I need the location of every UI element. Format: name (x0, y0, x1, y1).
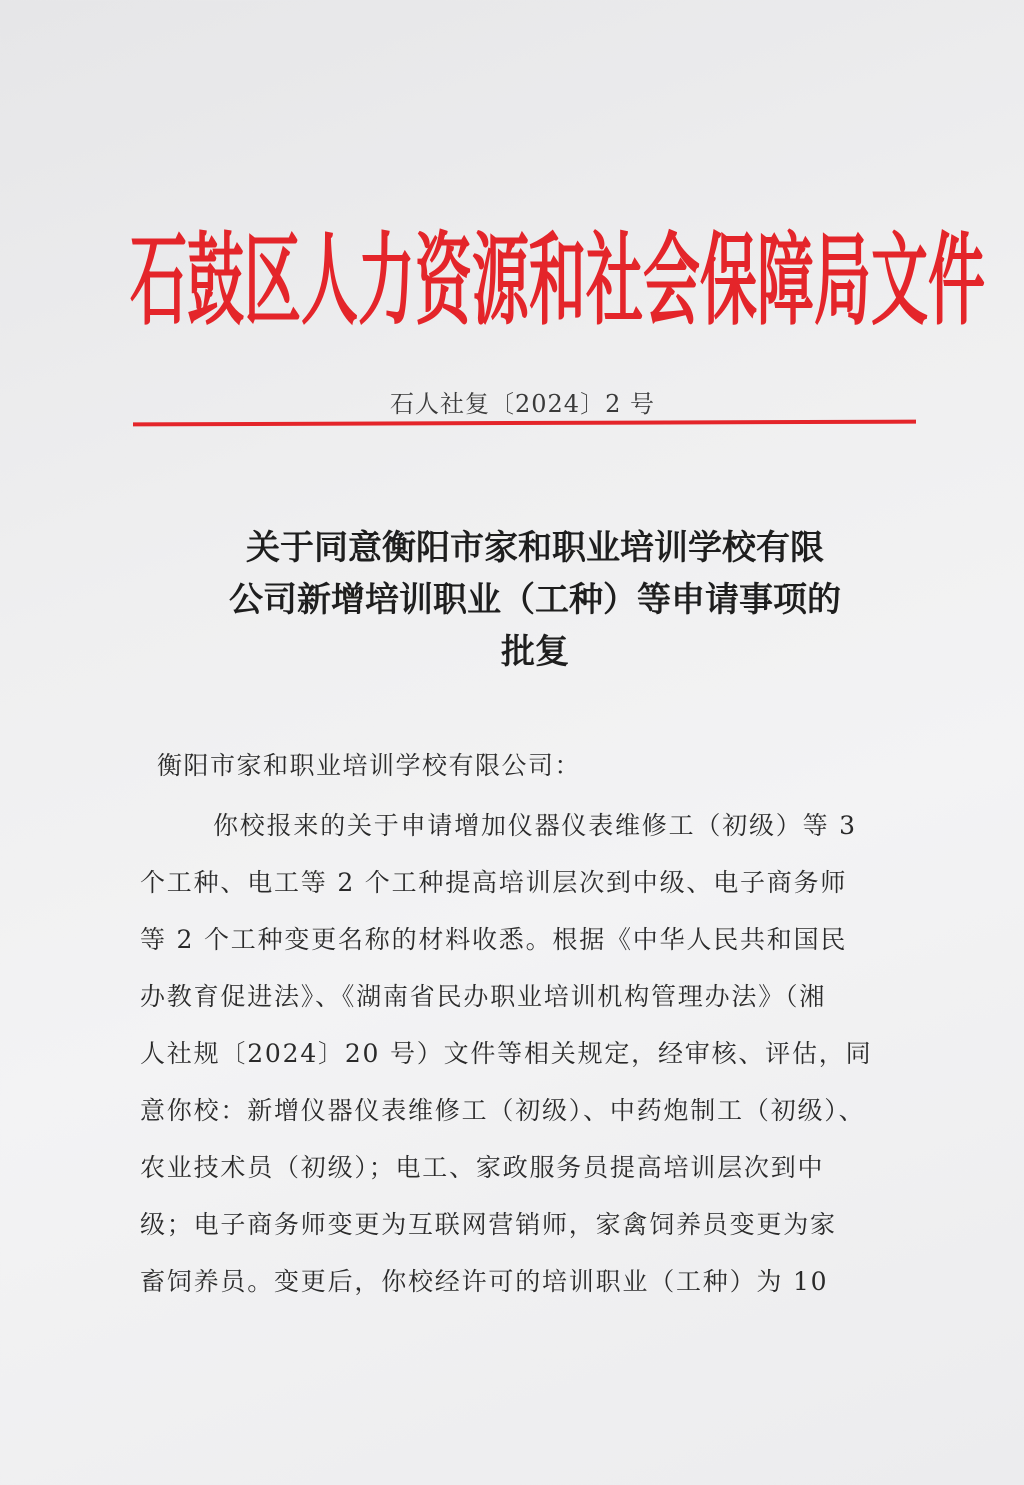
red-divider-rule (133, 420, 916, 427)
body-line: 人社规〔2024〕20 号）文件等相关规定，经审核、评估，同 (140, 1039, 873, 1068)
body-line: 级；电子商务师变更为互联网营销师，家禽饲养员变更为家 (140, 1210, 837, 1239)
body-line: 畜饲养员。变更后，你校经许可的培训职业（工种）为 10 (140, 1267, 829, 1296)
body-line: 个工种、电工等 2 个工种提高培训层次到中级、电子商务师 (140, 868, 848, 897)
body-line: 办教育促进法》、《湖南省民办职业培训机构管理办法》（湘 (140, 982, 827, 1011)
document-title-line: 关于同意衡阳市家和职业培训学校有限 (246, 528, 824, 568)
addressee: 衡阳市家和职业培训学校有限公司： (157, 751, 582, 780)
issuer-header-title: 石鼓区人力资源和社会保障局文件 (130, 222, 985, 340)
body-line: 你校报来的关于申请增加仪器仪表维修工（初级）等 3 (213, 811, 857, 840)
document-body (140, 797, 910, 1310)
document-title-line: 公司新增培训职业（工种）等申请事项的 (229, 580, 841, 620)
document-title (150, 522, 920, 678)
document-title-line: 批复 (501, 632, 569, 672)
body-line: 农业技术员（初级）；电工、家政服务员提高培训层次到中 (140, 1153, 825, 1182)
body-line: 意你校：新增仪器仪表维修工（初级）、中药炮制工（初级）、 (140, 1096, 866, 1125)
body-line: 等 2 个工种变更名称的材料收悉。根据《中华人民共和国民 (140, 925, 848, 954)
document-number: 石人社复〔2024〕2 号 (390, 390, 655, 418)
